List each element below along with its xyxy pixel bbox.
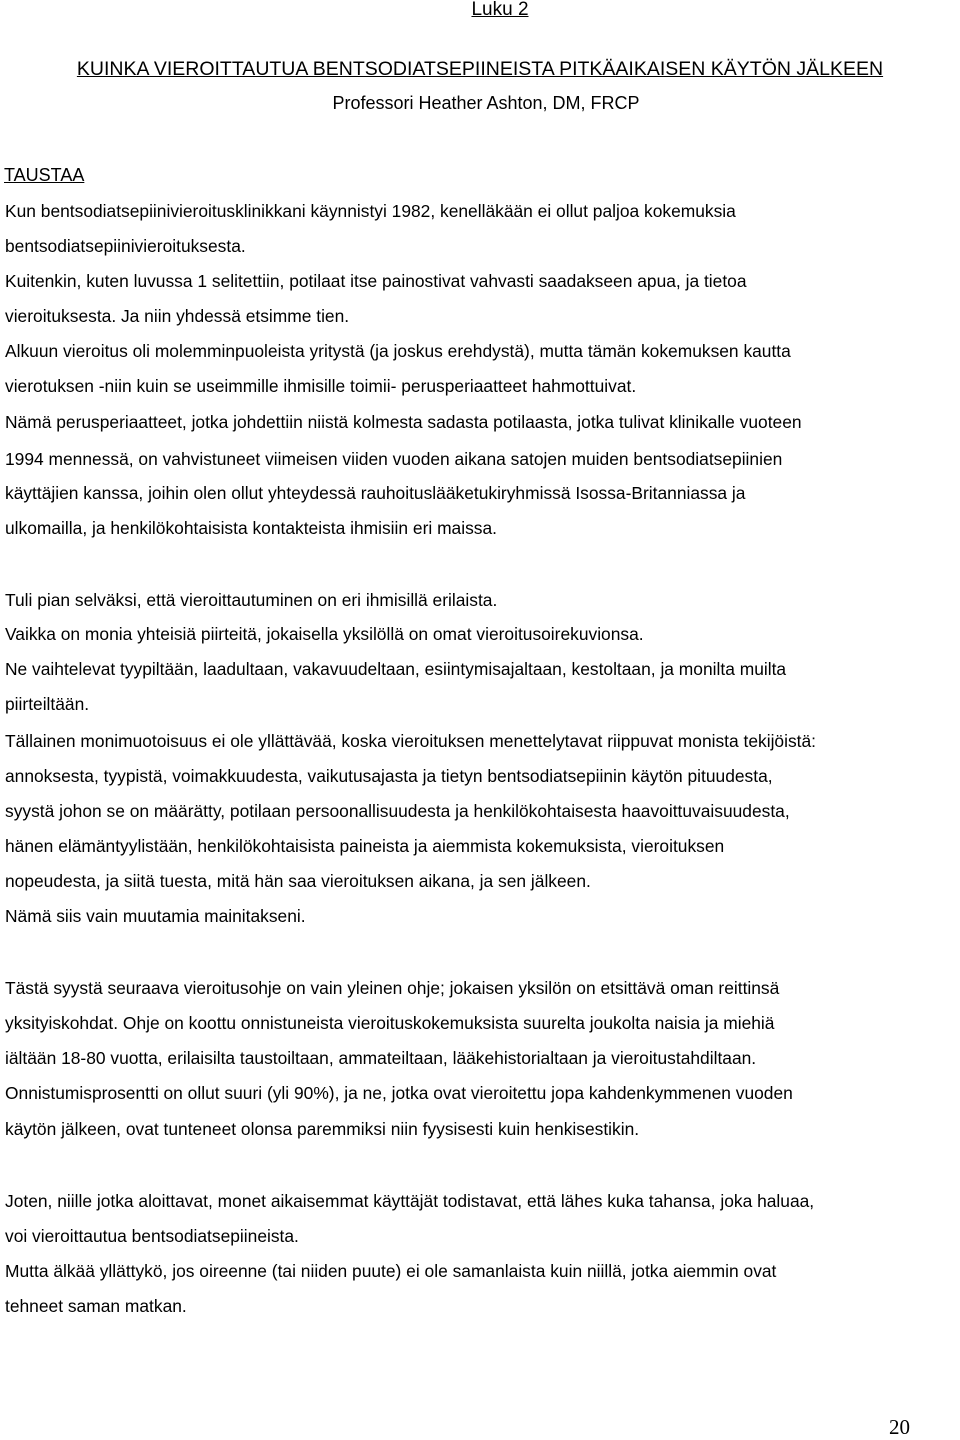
- text-line: Onnistumisprosentti on ollut suuri (yli 90%), ja ne, jotka ovat vieroitettu jopa kahdenkymmenen vuoden: [5, 1083, 793, 1103]
- text-line: hänen elämäntyylistään, henkilökohtaisista paineista ja aiemmista kokemuksista, vieroituksen: [5, 836, 725, 856]
- text-line: vieroituksesta. Ja niin yhdessä etsimme tien.: [5, 306, 350, 326]
- text-line: Joten, niille jotka aloittavat, monet aikaisemmat käyttäjät todistavat, että lähes kuka tahansa, joka haluaa,: [5, 1191, 815, 1211]
- text-line: tehneet saman matkan.: [5, 1296, 187, 1316]
- text-line: nopeudesta, ja siitä tuesta, mitä hän saa vieroituksen aikana, ja sen jälkeen.: [5, 871, 591, 891]
- text-line: Ne vaihtelevat tyypiltään, laadultaan, vakavuudeltaan, esiintymisajaltaan, kestoltaan, ja monilta muilta: [5, 659, 787, 679]
- text-line: vierotuksen -niin kuin se useimmille ihmisille toimii- perusperiaatteet hahmottuivat.: [5, 376, 637, 396]
- text-line: piirteiltään.: [5, 694, 90, 714]
- text-line: Tästä syystä seuraava vieroitusohje on vain yleinen ohje; jokaisen yksilön on etsittävä oman reittinsä: [5, 978, 780, 998]
- text-line: annoksesta, tyypistä, voimakkuudesta, vaikutusajasta ja tietyn bentsodiatsepiinin käytön pituudesta,: [5, 766, 773, 786]
- document-title: KUINKA VIEROITTAUTUA BENTSODIATSEPIINEISTA PITKÄAIKAISEN KÄYTÖN JÄLKEEN: [76, 58, 884, 80]
- section-heading: TAUSTAA: [4, 165, 85, 185]
- text-line: käyttäjien kanssa, joihin olen ollut yhteydessä rauhoituslääketukiryhmissä Isossa-Britanniassa ja: [5, 483, 746, 503]
- text-line: iältään 18-80 vuotta, erilaisilta taustoiltaan, ammateiltaan, lääkehistorialtaan ja vieroitustahdiltaan.: [5, 1048, 757, 1068]
- text-line: Kun bentsodiatsepiinivieroitusklinikkani käynnistyi 1982, kenelläkään ei ollut paljoa kokemuksia: [5, 201, 736, 221]
- author-line: Professori Heather Ashton, DM, FRCP: [332, 93, 640, 113]
- text-line: syystä johon se on määrätty, potilaan persoonallisuudesta ja henkilökohtaisesta haavoittuvaisuudesta,: [5, 801, 790, 821]
- text-line: 1994 mennessä, on vahvistuneet viimeisen viiden vuoden aikana satojen muiden bentsodiatsepiinien: [5, 449, 783, 469]
- text-line: ulkomailla, ja henkilökohtaisista kontakteista ihmisiin eri maissa.: [5, 518, 497, 538]
- text-line: Tuli pian selväksi, että vieroittautuminen on eri ihmisillä erilaista.: [5, 590, 498, 610]
- text-line: Tällainen monimuotoisuus ei ole yllättävää, koska vieroituksen menettelytavat riippuvat monista tekijöistä:: [5, 731, 816, 751]
- text-line: Nämä perusperiaatteet, jotka johdettiin niistä kolmesta sadasta potilaasta, jotka tulivat klinikalle vuoteen: [5, 412, 802, 432]
- text-line: käytön jälkeen, ovat tunteneet olonsa paremmiksi niin fyysisesti kuin henkisestikin.: [5, 1119, 640, 1139]
- chapter-label: Luku 2: [471, 0, 529, 20]
- text-line: Alkuun vieroitus oli molemminpuoleista yritystä (ja joskus erehdystä), mutta tämän kokemuksen kautta: [5, 341, 791, 361]
- text-line: Mutta älkää yllättykö, jos oireenne (tai niiden puute) ei ole samanlaista kuin niillä, jotka aiemmin ovat: [5, 1261, 777, 1281]
- page-number: 20: [889, 1415, 910, 1439]
- text-line: Nämä siis vain muutamia mainitakseni.: [5, 906, 306, 926]
- text-line: Kuitenkin, kuten luvussa 1 selitettiin, potilaat itse painostivat vahvasti saadakseen apua, ja tietoa: [5, 271, 747, 291]
- text-line: yksityiskohdat. Ohje on koottu onnistuneista vieroituskokemuksista suurelta joukolta naisia ja miehiä: [5, 1013, 775, 1033]
- text-line: bentsodiatsepiinivieroituksesta.: [5, 236, 246, 256]
- text-line: Vaikka on monia yhteisiä piirteitä, jokaisella yksilöllä on omat vieroitusoirekuvionsa.: [5, 624, 644, 644]
- text-line: voi vieroittautua bentsodiatsepiineista.: [5, 1226, 299, 1246]
